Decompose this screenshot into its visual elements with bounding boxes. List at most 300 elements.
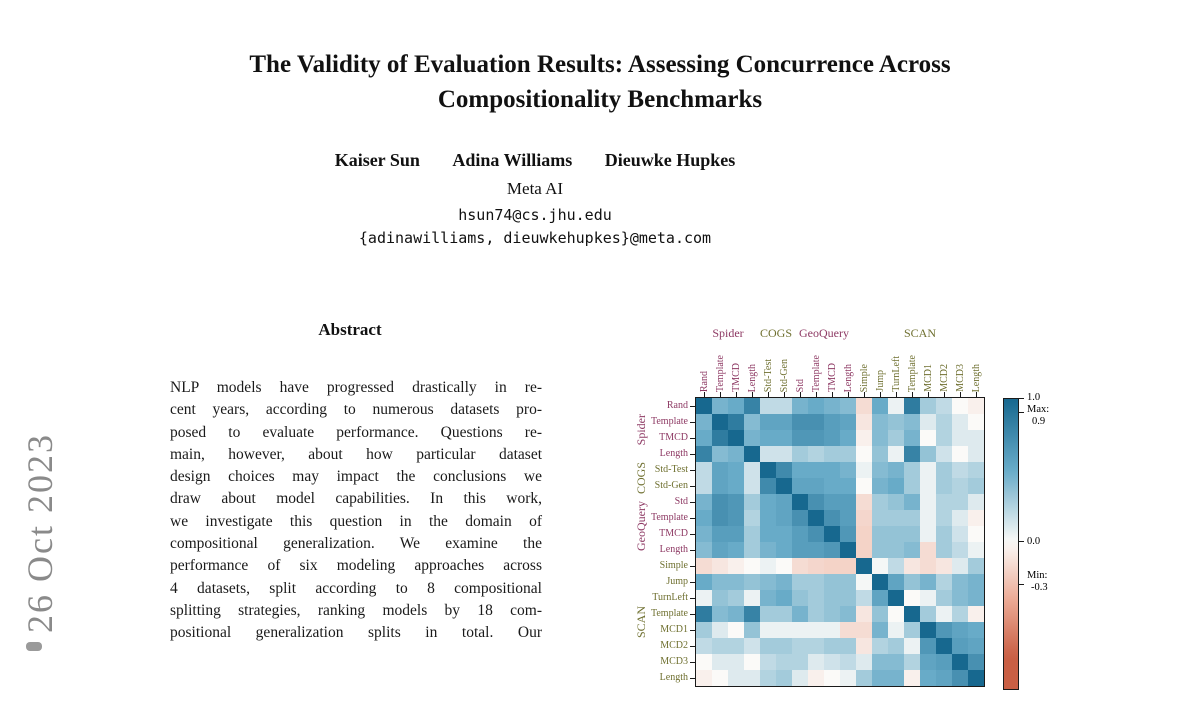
heatmap-cell xyxy=(952,446,968,462)
heatmap-cell xyxy=(904,574,920,590)
heatmap-cell xyxy=(920,590,936,606)
heatmap-cell xyxy=(696,446,712,462)
heatmap-cell xyxy=(824,622,840,638)
heatmap-cell xyxy=(712,558,728,574)
heatmap-cell xyxy=(824,398,840,414)
top-axis-tick xyxy=(784,392,785,397)
heatmap-cell xyxy=(712,590,728,606)
heatmap-cell xyxy=(952,606,968,622)
heatmap-cell xyxy=(824,446,840,462)
heatmap-cell xyxy=(872,414,888,430)
dataset-group-label-text: SCAN xyxy=(634,605,648,638)
heatmap-cell xyxy=(696,558,712,574)
heatmap-cell xyxy=(760,622,776,638)
heatmap-cell xyxy=(936,638,952,654)
heatmap-cell xyxy=(920,430,936,446)
heatmap-cell xyxy=(888,606,904,622)
row-label: Std xyxy=(674,496,688,507)
heatmap-cell xyxy=(872,574,888,590)
heatmap-cell xyxy=(760,398,776,414)
heatmap-cell xyxy=(936,510,952,526)
heatmap-cell xyxy=(840,670,856,686)
heatmap-cell xyxy=(760,414,776,430)
heatmap-cell xyxy=(776,654,792,670)
heatmap-cell xyxy=(760,478,776,494)
heatmap-cell xyxy=(920,558,936,574)
heatmap-cell xyxy=(936,542,952,558)
heatmap-cell xyxy=(888,510,904,526)
heatmap-cell xyxy=(856,622,872,638)
heatmap-cell xyxy=(936,430,952,446)
left-axis-tick xyxy=(690,630,695,631)
heatmap-cell xyxy=(952,430,968,446)
heatmap-cell xyxy=(888,654,904,670)
heatmap-cell xyxy=(952,638,968,654)
heatmap-cell xyxy=(792,622,808,638)
heatmap-cell xyxy=(712,574,728,590)
heatmap-cell xyxy=(792,574,808,590)
row-label: Length xyxy=(659,448,688,459)
heatmap-cell xyxy=(840,494,856,510)
heatmap-cell xyxy=(696,478,712,494)
heatmap-cell xyxy=(872,542,888,558)
heatmap-cell xyxy=(952,462,968,478)
heatmap-cell xyxy=(760,606,776,622)
paper-title-line2: Compositionality Benchmarks xyxy=(437,86,763,113)
heatmap-cell xyxy=(952,542,968,558)
column-label xyxy=(969,322,983,392)
row-label: Rand xyxy=(666,400,688,411)
colorbar-tick xyxy=(1019,398,1024,399)
heatmap-cell xyxy=(920,494,936,510)
heatmap-cell xyxy=(776,446,792,462)
heatmap-cell xyxy=(792,446,808,462)
heatmap-cell xyxy=(968,590,984,606)
heatmap-cell xyxy=(888,622,904,638)
heatmap-cell xyxy=(728,574,744,590)
heatmap-cell xyxy=(808,590,824,606)
heatmap-cell xyxy=(968,526,984,542)
column-label-text: Simple xyxy=(858,363,870,392)
heatmap-cell xyxy=(856,510,872,526)
heatmap-cell xyxy=(760,654,776,670)
heatmap-cell xyxy=(824,510,840,526)
heatmap-cell xyxy=(872,430,888,446)
row-label: Template xyxy=(650,608,688,619)
heatmap-cell xyxy=(904,542,920,558)
paper-title-line1: The Validity of Evaluation Results: Assessing Concurrence Across xyxy=(249,51,951,78)
dataset-group-header: COGS xyxy=(759,326,793,340)
heatmap-cell xyxy=(712,670,728,686)
heatmap-cell xyxy=(952,526,968,542)
heatmap-cell xyxy=(792,590,808,606)
left-axis-tick xyxy=(690,422,695,423)
heatmap-cell xyxy=(872,526,888,542)
heatmap-cell xyxy=(808,654,824,670)
heatmap-cell xyxy=(952,574,968,590)
heatmap-cell xyxy=(824,494,840,510)
heatmap-cell xyxy=(904,606,920,622)
left-axis-tick xyxy=(690,470,695,471)
heatmap-cell xyxy=(712,510,728,526)
heatmap-cell xyxy=(872,478,888,494)
heatmap-cell xyxy=(696,462,712,478)
heatmap-cell xyxy=(760,542,776,558)
left-axis-tick xyxy=(690,582,695,583)
abstract-line: splitting strategies, ranking models by 18 com- xyxy=(170,601,542,619)
heatmap-cell xyxy=(760,446,776,462)
heatmap-cell xyxy=(712,494,728,510)
heatmap-cell xyxy=(936,462,952,478)
arxiv-date-watermark: 26 Oct 2023 xyxy=(20,433,60,633)
heatmap-cell xyxy=(920,398,936,414)
heatmap-cell xyxy=(936,494,952,510)
left-axis-tick xyxy=(690,614,695,615)
heatmap-cell xyxy=(888,414,904,430)
heatmap-cell xyxy=(856,558,872,574)
heatmap-cell xyxy=(968,446,984,462)
heatmap-cell xyxy=(696,414,712,430)
heatmap-cell xyxy=(824,430,840,446)
heatmap-cell xyxy=(840,622,856,638)
column-label-text: Std-Gen xyxy=(778,358,790,392)
heatmap-cell xyxy=(920,654,936,670)
left-axis-tick xyxy=(690,678,695,679)
left-axis-tick xyxy=(690,502,695,503)
heatmap-cell xyxy=(712,430,728,446)
heatmap-cell xyxy=(872,398,888,414)
heatmap-cell xyxy=(888,558,904,574)
heatmap-cell xyxy=(936,398,952,414)
column-label xyxy=(873,322,887,392)
top-axis-tick xyxy=(976,392,977,397)
heatmap-cell xyxy=(696,622,712,638)
heatmap-cell xyxy=(952,654,968,670)
heatmap-cell xyxy=(728,542,744,558)
heatmap-cell xyxy=(744,590,760,606)
heatmap-cell xyxy=(840,446,856,462)
heatmap-cell xyxy=(872,510,888,526)
heatmap-cell xyxy=(712,462,728,478)
left-axis-tick xyxy=(690,534,695,535)
heatmap-cell xyxy=(744,654,760,670)
heatmap-cell xyxy=(728,414,744,430)
heatmap-cell xyxy=(808,446,824,462)
heatmap-cell xyxy=(776,606,792,622)
heatmap-cell xyxy=(824,654,840,670)
dataset-group-header: SCAN xyxy=(903,326,937,340)
heatmap-cell xyxy=(856,654,872,670)
left-axis-tick xyxy=(690,662,695,663)
heatmap-cell xyxy=(920,622,936,638)
abstract-line: performance of six modeling approaches across xyxy=(170,557,542,575)
row-label: Std-Gen xyxy=(654,480,688,491)
column-label-text: MCD1 xyxy=(922,364,934,392)
top-axis-tick xyxy=(832,392,833,397)
left-axis-tick xyxy=(690,550,695,551)
heatmap-cell xyxy=(952,510,968,526)
heatmap-cell xyxy=(792,510,808,526)
column-label-text: TurnLeft xyxy=(890,356,902,392)
heatmap-cell xyxy=(824,574,840,590)
heatmap-cell xyxy=(744,446,760,462)
column-label-text: MCD2 xyxy=(938,364,950,392)
heatmap-cell xyxy=(744,558,760,574)
heatmap-cell xyxy=(920,478,936,494)
abstract-line: design choices may impact the conclusions we xyxy=(170,468,542,486)
heatmap-cell xyxy=(760,462,776,478)
author-name: Adina Williams xyxy=(452,150,573,170)
heatmap-cell xyxy=(728,622,744,638)
dataset-group-label-text: COGS xyxy=(634,461,648,494)
heatmap-cell xyxy=(952,590,968,606)
heatmap-cell xyxy=(792,478,808,494)
heatmap-cell xyxy=(712,414,728,430)
abstract-line: 4 datasets, split according to 8 compositional xyxy=(170,579,542,597)
heatmap-cell xyxy=(856,670,872,686)
heatmap-cell xyxy=(856,542,872,558)
left-axis-tick xyxy=(690,566,695,567)
abstract-line: main, however, about how particular dataset xyxy=(170,445,542,463)
heatmap-cell xyxy=(744,430,760,446)
heatmap-cell xyxy=(808,638,824,654)
heatmap-cell xyxy=(920,574,936,590)
heatmap-cell xyxy=(792,526,808,542)
heatmap-cell xyxy=(792,670,808,686)
heatmap-cell xyxy=(904,622,920,638)
heatmap-cell xyxy=(840,478,856,494)
heatmap-cell xyxy=(792,462,808,478)
heatmap-cell xyxy=(952,478,968,494)
colorbar-top-tick-label: 1.0 xyxy=(1027,392,1041,403)
heatmap-cell xyxy=(824,542,840,558)
heatmap-cell xyxy=(936,558,952,574)
heatmap-cell xyxy=(936,670,952,686)
heatmap-cell xyxy=(824,590,840,606)
heatmap-cell xyxy=(776,542,792,558)
heatmap-cell xyxy=(744,622,760,638)
heatmap-cell xyxy=(904,526,920,542)
heatmap-cell xyxy=(888,462,904,478)
heatmap-cell xyxy=(968,398,984,414)
heatmap-cell xyxy=(792,558,808,574)
heatmap-cell xyxy=(776,590,792,606)
left-axis-tick xyxy=(690,646,695,647)
heatmap-cell xyxy=(872,446,888,462)
heatmap-cell xyxy=(840,654,856,670)
heatmap-cell xyxy=(840,462,856,478)
heatmap-cell xyxy=(792,414,808,430)
heatmap-cell xyxy=(920,462,936,478)
heatmap-cell xyxy=(936,446,952,462)
heatmap-cell xyxy=(968,654,984,670)
heatmap-cell xyxy=(904,430,920,446)
heatmap-cell xyxy=(744,398,760,414)
heatmap-cell xyxy=(888,478,904,494)
heatmap-cell xyxy=(952,558,968,574)
heatmap-cell xyxy=(776,430,792,446)
heatmap-cell xyxy=(824,558,840,574)
heatmap-cell xyxy=(760,430,776,446)
left-axis-tick xyxy=(690,598,695,599)
heatmap-cell xyxy=(696,574,712,590)
heatmap-cell xyxy=(792,430,808,446)
heatmap-cell xyxy=(808,670,824,686)
heatmap-cell xyxy=(744,414,760,430)
heatmap-cell xyxy=(872,494,888,510)
top-axis-tick xyxy=(800,392,801,397)
heatmap-cell xyxy=(776,414,792,430)
heatmap-cell xyxy=(728,558,744,574)
heatmap-cell xyxy=(936,574,952,590)
heatmap-cell xyxy=(904,398,920,414)
left-axis-tick xyxy=(690,486,695,487)
column-label-text: Rand xyxy=(698,370,710,392)
dataset-group-label-left xyxy=(634,542,649,702)
heatmap-cell xyxy=(824,414,840,430)
column-label-text: Template xyxy=(714,354,726,392)
row-label: Length xyxy=(659,672,688,683)
heatmap-cell xyxy=(696,654,712,670)
row-label: Std-Test xyxy=(654,464,688,475)
row-label: Template xyxy=(650,512,688,523)
heatmap-cell xyxy=(808,494,824,510)
row-label: Length xyxy=(659,544,688,555)
heatmap-cell xyxy=(952,622,968,638)
heatmap-cell xyxy=(760,670,776,686)
heatmap-cell xyxy=(952,414,968,430)
heatmap-cell xyxy=(968,462,984,478)
heatmap-cell xyxy=(856,398,872,414)
heatmap-cell xyxy=(728,398,744,414)
heatmap-cell xyxy=(808,510,824,526)
heatmap-cell xyxy=(840,398,856,414)
heatmap-cell xyxy=(808,478,824,494)
top-axis-tick xyxy=(864,392,865,397)
left-axis-tick xyxy=(690,454,695,455)
heatmap-cell xyxy=(696,638,712,654)
colorbar-min-caption: Min: xyxy=(1027,570,1048,581)
top-axis-tick xyxy=(768,392,769,397)
heatmap-cell xyxy=(856,606,872,622)
heatmap-cell xyxy=(824,462,840,478)
heatmap-cell xyxy=(872,638,888,654)
heatmap-cell xyxy=(760,494,776,510)
row-label: TMCD xyxy=(659,528,688,539)
heatmap-cell xyxy=(792,494,808,510)
heatmap-cell xyxy=(824,638,840,654)
heatmap-cell xyxy=(856,478,872,494)
abstract-line: NLP models have progressed drastically in re- xyxy=(170,379,542,396)
heatmap-cell xyxy=(744,462,760,478)
column-label-text: Length xyxy=(746,363,758,392)
heatmap-cell xyxy=(792,638,808,654)
heatmap-cell xyxy=(840,574,856,590)
heatmap-cell xyxy=(856,430,872,446)
heatmap-cell xyxy=(712,542,728,558)
heatmap-cell xyxy=(968,478,984,494)
row-label: MCD2 xyxy=(660,640,688,651)
heatmap-cell xyxy=(952,398,968,414)
column-label-text: Length xyxy=(842,363,854,392)
heatmap-cell xyxy=(888,670,904,686)
heatmap-cell xyxy=(776,510,792,526)
colorbar-min-value: -0.3 xyxy=(1031,582,1048,593)
heatmap-cell xyxy=(744,542,760,558)
heatmap-cell xyxy=(808,558,824,574)
heatmap-cell xyxy=(904,478,920,494)
heatmap-cell xyxy=(968,574,984,590)
colorbar-tick xyxy=(1019,584,1024,585)
heatmap-cell xyxy=(728,478,744,494)
abstract-line: we investigate this question in the domain of xyxy=(170,512,542,530)
heatmap-cell xyxy=(904,654,920,670)
heatmap-cell xyxy=(776,574,792,590)
heatmap-cell xyxy=(760,510,776,526)
top-axis-tick xyxy=(816,392,817,397)
heatmap-cell xyxy=(840,558,856,574)
heatmap-cell xyxy=(904,638,920,654)
top-axis-tick xyxy=(896,392,897,397)
abstract-line: positional generalization splits in total. Our xyxy=(170,624,542,642)
heatmap-cell xyxy=(808,430,824,446)
heatmap-cell xyxy=(888,398,904,414)
heatmap-cell xyxy=(840,414,856,430)
heatmap-cell xyxy=(696,542,712,558)
heatmap-cell xyxy=(936,606,952,622)
heatmap-cell xyxy=(856,574,872,590)
heatmap-cell xyxy=(728,606,744,622)
heatmap-cell xyxy=(824,670,840,686)
heatmap-cell xyxy=(904,558,920,574)
heatmap-cell xyxy=(856,446,872,462)
row-label: Jump xyxy=(666,576,688,587)
abstract-line: cent years, according to numerous datasets pro- xyxy=(170,401,542,419)
heatmap-cell xyxy=(728,462,744,478)
heatmap-cell xyxy=(856,526,872,542)
heatmap-cell xyxy=(904,414,920,430)
heatmap-cell xyxy=(744,494,760,510)
heatmap-cell xyxy=(872,462,888,478)
author-name: Kaiser Sun xyxy=(334,150,420,170)
heatmap-cell xyxy=(904,670,920,686)
heatmap-cell xyxy=(744,510,760,526)
heatmap-cell xyxy=(888,590,904,606)
heatmap-cell xyxy=(728,526,744,542)
heatmap-cell xyxy=(872,622,888,638)
heatmap-cell xyxy=(744,478,760,494)
heatmap-cell xyxy=(968,494,984,510)
heatmap-cell xyxy=(888,542,904,558)
heatmap-cell xyxy=(856,494,872,510)
heatmap-cell xyxy=(904,590,920,606)
heatmap-cell xyxy=(696,510,712,526)
top-axis-tick xyxy=(944,392,945,397)
column-label-text: Std-Test xyxy=(762,358,774,392)
heatmap-cell xyxy=(776,638,792,654)
column-label-text: MCD3 xyxy=(954,364,966,392)
heatmap-cell xyxy=(968,430,984,446)
top-axis-tick xyxy=(928,392,929,397)
row-label: TMCD xyxy=(659,432,688,443)
heatmap-cell xyxy=(888,494,904,510)
dataset-group-label-text: Spider xyxy=(634,414,648,446)
column-label-text: Template xyxy=(906,354,918,392)
colorbar xyxy=(1003,398,1019,690)
heatmap-cell xyxy=(712,654,728,670)
heatmap-cell xyxy=(920,526,936,542)
heatmap-cell xyxy=(872,670,888,686)
